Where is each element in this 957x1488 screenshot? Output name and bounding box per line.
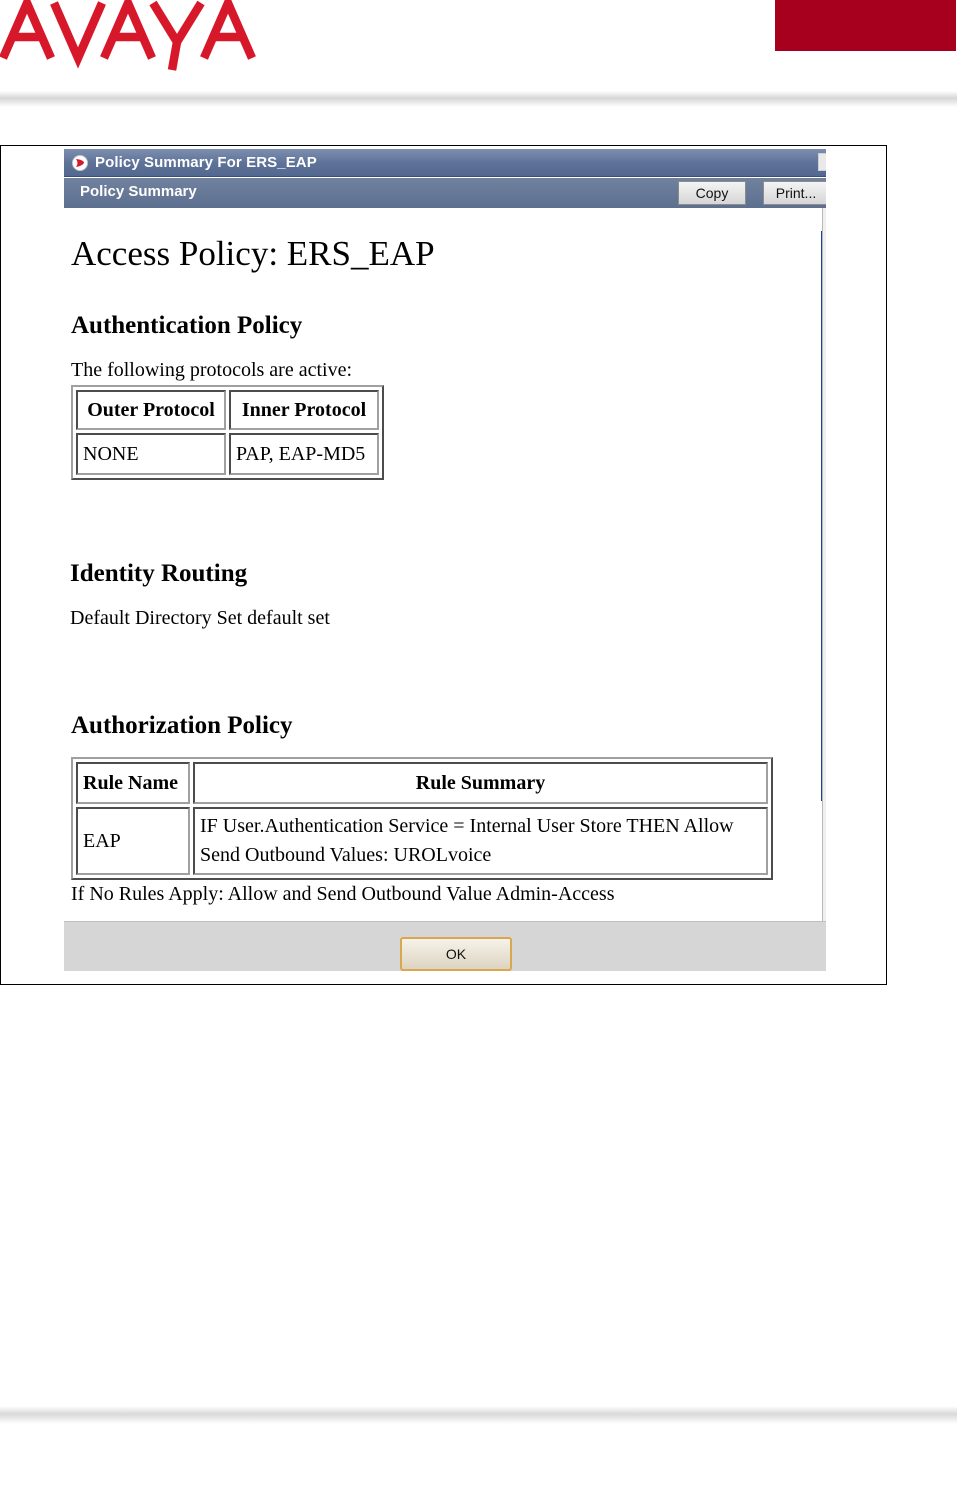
rules-table	[71, 757, 773, 880]
inner-protocol-header: Inner Protocol	[229, 390, 379, 430]
table-header-row	[76, 762, 768, 804]
rule-name-header: Rule Name	[76, 762, 190, 804]
toolbar-label: Policy Summary	[80, 183, 197, 200]
rule-summary-line: Send Outbound Values: UROLvoice	[200, 844, 492, 866]
avaya-logo	[0, 0, 256, 74]
dialog-titlebar[interactable]	[64, 149, 826, 177]
inner-protocol-value: PAP, EAP-MD5	[229, 433, 379, 475]
authorization-heading: Authorization Policy	[71, 712, 293, 739]
print-button[interactable]: Print...	[763, 181, 826, 205]
identity-routing-heading: Identity Routing	[70, 560, 248, 587]
rule-name-value: EAP	[76, 807, 190, 875]
dialog-title: Policy Summary For ERS_EAP	[95, 154, 317, 171]
protocol-table	[71, 385, 384, 480]
header-divider	[0, 91, 957, 107]
table-row	[76, 433, 379, 475]
brand-color-block	[775, 0, 956, 51]
policy-summary-dialog	[64, 149, 826, 971]
outer-protocol-header: Outer Protocol	[76, 390, 226, 430]
app-icon	[71, 154, 89, 172]
default-rule-text: If No Rules Apply: Allow and Send Outbound Value Admin-Access	[71, 883, 615, 905]
dialog-toolbar	[64, 178, 826, 208]
identity-routing-text: Default Directory Set default set	[70, 607, 330, 629]
policy-summary-content	[64, 208, 822, 921]
dialog-footer	[64, 921, 826, 971]
content-border	[822, 208, 826, 921]
table-header-row	[76, 390, 379, 430]
footer-divider	[0, 1406, 957, 1424]
authentication-intro: The following protocols are active:	[71, 359, 353, 381]
authentication-heading: Authentication Policy	[71, 312, 303, 339]
rule-summary-value	[193, 807, 768, 875]
rule-summary-header: Rule Summary	[193, 762, 768, 804]
ok-button[interactable]: OK	[400, 937, 512, 971]
rule-summary-line: IF User.Authentication Service = Internal User Store THEN Allow	[200, 815, 734, 837]
maximize-icon[interactable]	[818, 153, 826, 171]
table-row	[76, 807, 768, 875]
outer-protocol-value: NONE	[76, 433, 226, 475]
copy-button[interactable]: Copy	[678, 181, 746, 205]
page-title: Access Policy: ERS_EAP	[71, 234, 435, 273]
